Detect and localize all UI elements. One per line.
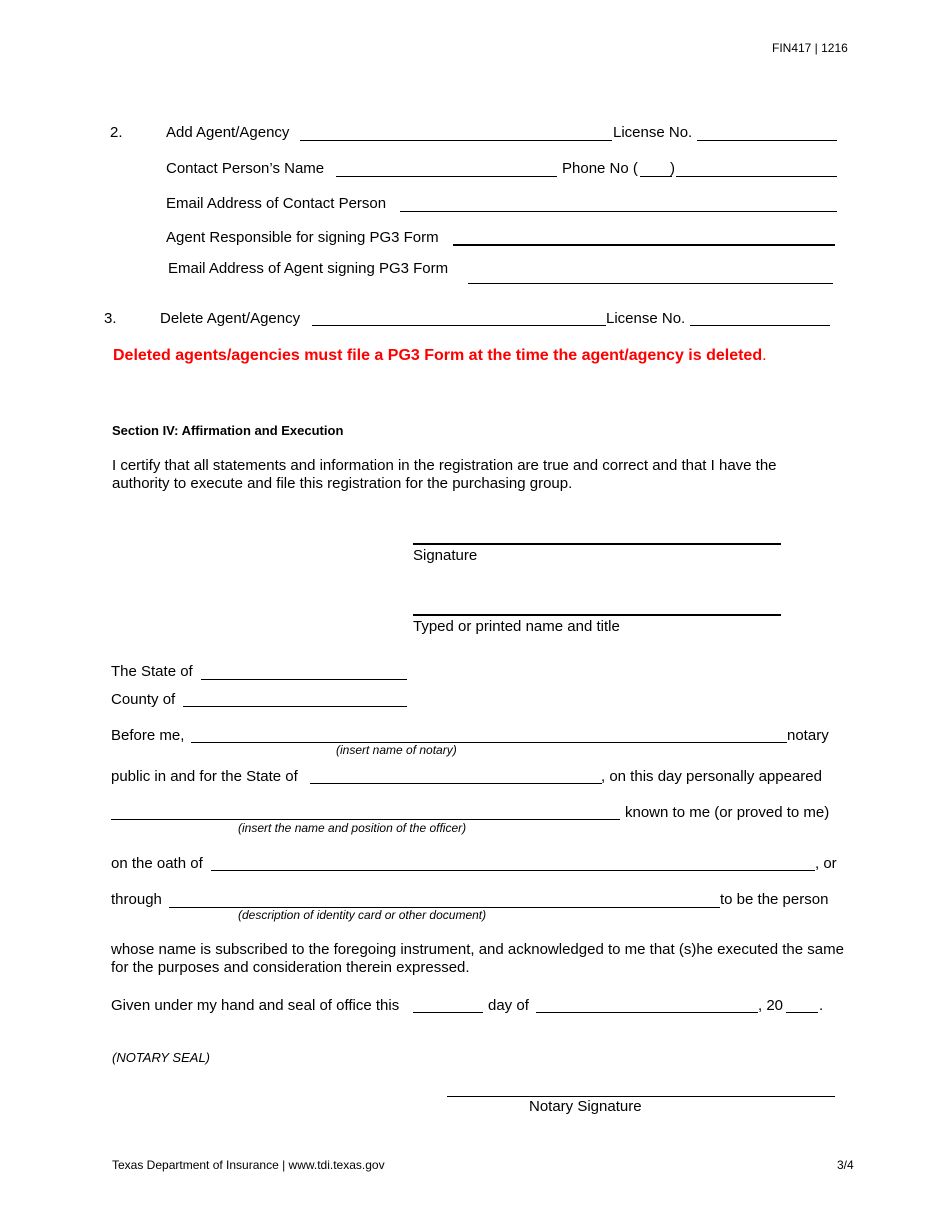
given-under-label: Given under my hand and seal of office this bbox=[111, 997, 400, 1014]
agent-signing-field[interactable] bbox=[453, 244, 835, 246]
notary-name-field[interactable] bbox=[191, 742, 787, 743]
phone-area-code-field[interactable] bbox=[640, 176, 672, 177]
form-code: FIN417 | 1216 bbox=[772, 41, 848, 55]
insert-notary-caption: (insert name of notary) bbox=[336, 743, 457, 757]
on-oath-label: on the oath of bbox=[111, 855, 203, 872]
on-this-day-label: , on this day personally appeared bbox=[601, 768, 822, 785]
add-agent-label: Add Agent/Agency bbox=[166, 124, 290, 141]
add-agent-field[interactable] bbox=[300, 140, 612, 141]
delete-agent-label: Delete Agent/Agency bbox=[160, 310, 301, 327]
notice-text: Deleted agents/agencies must file a PG3 Form at the time the agent/agency is deleted bbox=[113, 347, 763, 364]
notary-word: notary bbox=[787, 727, 829, 744]
public-in-label: public in and for the State of bbox=[111, 768, 298, 785]
officer-field[interactable] bbox=[111, 819, 620, 820]
notary-seal-label: (NOTARY SEAL) bbox=[112, 1050, 211, 1065]
oath-field[interactable] bbox=[211, 870, 815, 871]
item-3-number: 3. bbox=[104, 310, 117, 327]
public-state-field[interactable] bbox=[310, 783, 602, 784]
deleted-agents-notice bbox=[113, 348, 767, 364]
contact-name-field[interactable] bbox=[336, 176, 557, 177]
id-caption: (description of identity card or other document) bbox=[238, 908, 487, 922]
page-number: 3/4 bbox=[837, 1158, 854, 1172]
email-contact-field[interactable] bbox=[400, 211, 837, 212]
contact-name-label: Contact Person’s Name bbox=[166, 160, 325, 177]
phone-close-paren: ) bbox=[670, 160, 675, 177]
before-me-label: Before me, bbox=[111, 727, 185, 744]
state-label: The State of bbox=[111, 663, 193, 680]
phone-label: Phone No ( bbox=[562, 160, 638, 177]
signature-label: Signature bbox=[413, 547, 478, 564]
email-agent-label: Email Address of Agent signing PG3 Form bbox=[168, 260, 449, 277]
section-4-title: Section IV: Affirmation and Execution bbox=[112, 423, 344, 438]
county-field[interactable] bbox=[183, 706, 407, 707]
year-field[interactable] bbox=[786, 1012, 818, 1013]
known-to-me-label: known to me (or proved to me) bbox=[625, 804, 830, 821]
delete-agent-field[interactable] bbox=[312, 325, 606, 326]
month-field[interactable] bbox=[536, 1012, 758, 1013]
year-end: . bbox=[819, 997, 824, 1014]
license-label: License No. bbox=[613, 124, 693, 141]
delete-license-label: License No. bbox=[606, 310, 686, 327]
delete-license-field[interactable] bbox=[690, 325, 830, 326]
or-word: , or bbox=[815, 855, 837, 872]
county-label: County of bbox=[111, 691, 176, 708]
through-label: through bbox=[111, 891, 162, 908]
whose-name-text: whose name is subscribed to the foregoing instrument, and acknowledged to me that (s)he executed the same for the purposes and consideration therein expressed. bbox=[111, 941, 844, 976]
notary-signature-field[interactable] bbox=[447, 1096, 835, 1097]
notary-signature-label: Notary Signature bbox=[529, 1098, 642, 1115]
footer-org: Texas Department of Insurance | www.tdi.texas.gov bbox=[112, 1158, 385, 1172]
year-prefix: , 20 bbox=[758, 997, 784, 1014]
item-2-number: 2. bbox=[110, 124, 123, 141]
state-field[interactable] bbox=[201, 679, 407, 680]
to-be-person-label: to be the person bbox=[720, 891, 829, 908]
certify-text: I certify that all statements and information in the registration are true and correct and that I have the authority to execute and file this registration for the purchasing group. bbox=[112, 457, 777, 492]
day-of-label: day of bbox=[488, 997, 529, 1014]
email-agent-field[interactable] bbox=[468, 283, 833, 284]
insert-officer-caption: (insert the name and position of the officer) bbox=[238, 821, 467, 835]
notice-period: . bbox=[762, 347, 767, 364]
phone-number-field[interactable] bbox=[676, 176, 837, 177]
license-field[interactable] bbox=[697, 140, 837, 141]
day-field[interactable] bbox=[413, 1012, 483, 1013]
typed-name-field[interactable] bbox=[413, 614, 781, 616]
signature-field[interactable] bbox=[413, 543, 781, 545]
email-contact-label: Email Address of Contact Person bbox=[166, 195, 387, 212]
agent-signing-label: Agent Responsible for signing PG3 Form bbox=[166, 229, 439, 246]
typed-name-label: Typed or printed name and title bbox=[413, 618, 620, 635]
